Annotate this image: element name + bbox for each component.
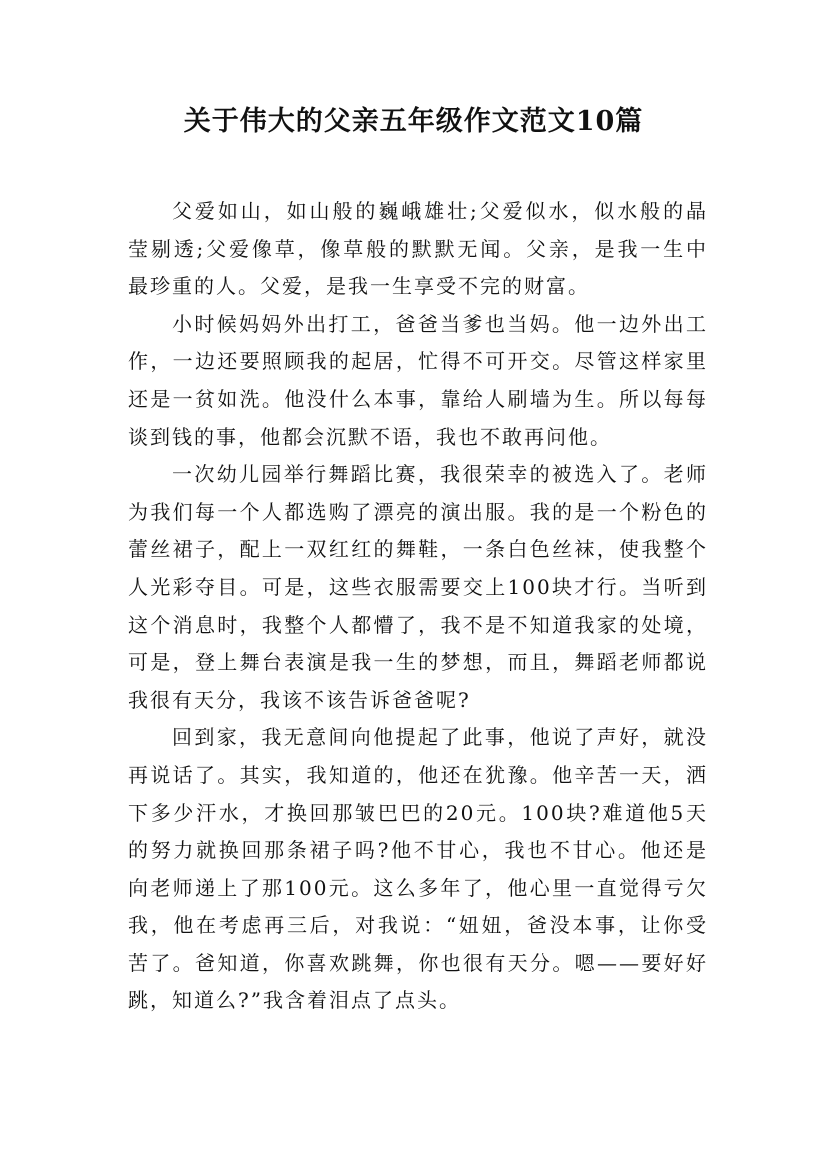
document-body bbox=[128, 193, 708, 1020]
paragraph-4: 回到家，我无意间向他提起了此事，他说了声好，就没再说话了。其实，我知道的，他还在犹豫。他辛苦一天，洒下多少汗水，才换回那皱巴巴的20元。100块?难道他5天的努力就换回那条裙子吗?他不甘心，我也不甘心。他还是向老师递上了那100元。这么多年了，他心里一直觉得亏欠我，他在考虑再三后，对我说：“妞妞，爸没本事，让你受苦了。爸知道，你喜欢跳舞，你也很有天分。嗯——要好好跳，知道么?”我含着泪点了点头。 bbox=[128, 725, 708, 1013]
paragraph-1: 父爱如山，如山般的巍峨雄壮;父爱似水，似水般的晶莹剔透;父爱像草，像草般的默默无闻。父亲，是我一生中最珍重的人。父爱，是我一生享受不完的财富。 bbox=[128, 199, 708, 299]
paragraph-3: 一次幼儿园举行舞蹈比赛，我很荣幸的被选入了。老师为我们每一个人都选购了漂亮的演出服。我的是一个粉色的蕾丝裙子，配上一双红红的舞鞋，一条白色丝袜，使我整个人光彩夺目。可是，这些衣服需要交上100块才行。当听到这个消息时，我整个人都懵了，我不是不知道我家的处境，可是，登上舞台表演是我一生的梦想，而且，舞蹈老师都说我很有天分，我该不该告诉爸爸呢? bbox=[128, 462, 708, 712]
document-title: 关于伟大的父亲五年级作文范文10篇 bbox=[183, 106, 644, 137]
paragraph-2: 小时候妈妈外出打工，爸爸当爹也当妈。他一边外出工作，一边还要照顾我的起居，忙得不可开交。尽管这样家里还是一贫如洗。他没什么本事，靠给人刷墙为生。所以每每谈到钱的事，他都会沉默不语，我也不敢再问他。 bbox=[128, 311, 708, 449]
